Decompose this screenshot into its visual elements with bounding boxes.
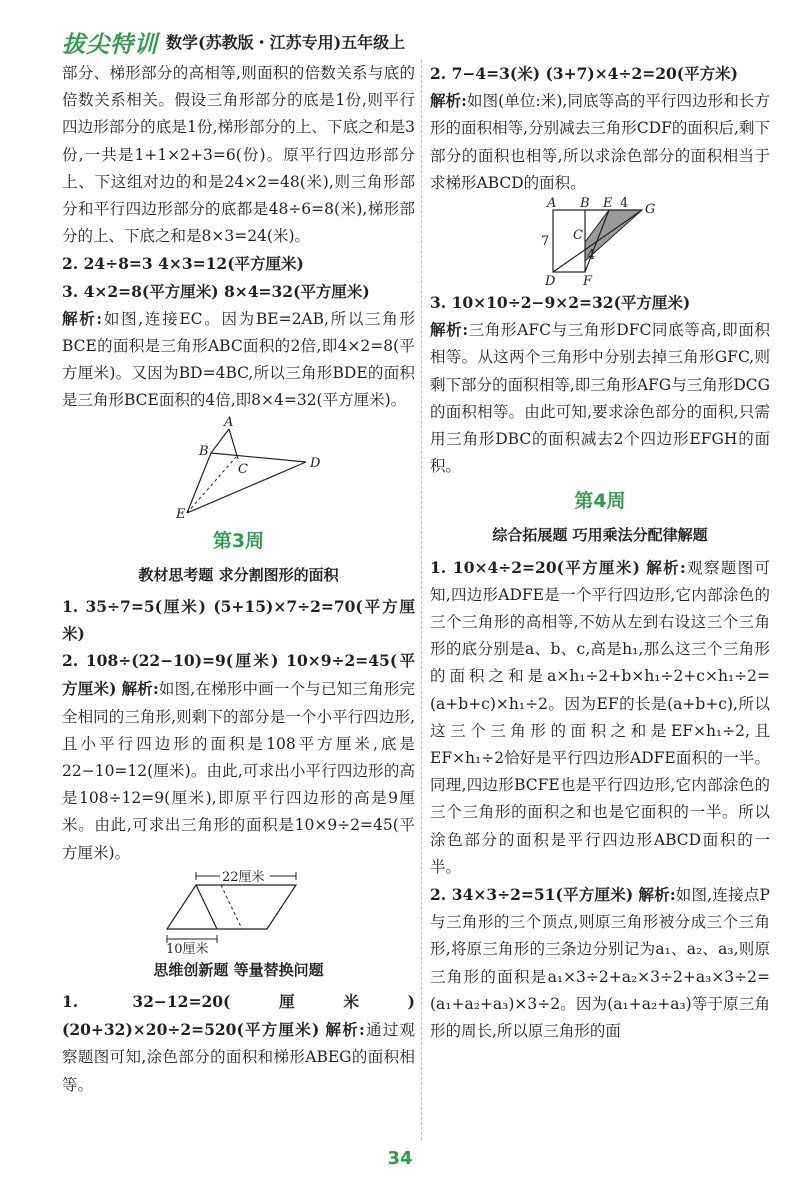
w3s2-answer-1-text: 1. 32−12=20(厘米) (20+32)×20÷2=520(平方厘米) (62, 992, 415, 1040)
label-D: D (545, 274, 556, 290)
triangle-figure (144, 415, 334, 520)
w3s2-answer-1 (62, 988, 415, 1099)
column-divider (421, 60, 422, 1140)
r-analysis-3 (430, 316, 770, 480)
paragraph-continued: 部分、梯形部分的高相等,则面积的倍数关系与底的倍数关系相关。假设三角形部分的底是1份,则平行四边形部分的底是1份,梯形部分的上、下底之和是3份,一共是1+1×2+3=6(份)。原平行四边形部分上、下这组对边的和是24×2=48(米),则三角形部分和平行四边形部分的底都是48÷6=8(米),梯形部分的上、下底之和是8×3=24(米)。 (62, 64, 415, 246)
label-B: B (580, 197, 590, 212)
label-10cm: 10厘米 (165, 941, 209, 955)
analysis-3 (62, 305, 415, 415)
answer-2: 2. 24÷8=3 4×3=12(平方厘米) (62, 254, 304, 274)
label-4-mid: 4 (587, 248, 596, 264)
section-title-3: 综合拓展题 巧用乘法分配律解题 (492, 526, 708, 545)
label-E: E (603, 197, 613, 212)
r-analysis-2 (430, 87, 770, 197)
brand-title: 拔尖特训 (62, 32, 158, 58)
label-A: A (223, 414, 233, 430)
w4-answer-2 (430, 881, 770, 1045)
r-answer-3: 3. 10×10÷2−9×2=32(平方厘米) (430, 293, 691, 313)
analysis-label: 解析: (325, 1020, 365, 1040)
week-3-title: 第3周 (212, 529, 265, 552)
answer-3: 3. 4×2=8(平方厘米) 8×4=32(平方厘米) (62, 281, 370, 301)
section-title-1: 教材思考题 求分割图形的面积 (138, 565, 339, 584)
dashed-line (221, 885, 242, 929)
w3-answer-1: 1. 35÷7=5(厘米) (5+15)×7÷2=70(平方厘米) (62, 596, 415, 644)
analysis-text: 如图,连接点P与三角形的三个顶点,则原三角形被分成三个三角形,将原三角形的三条边分别记为a₁、a₂、a₃,则原三角形的面积是a₁×3÷2+a₂×3÷2+a₃×3÷2=(a₁+a₂+a₃)×3÷2。因为(a₁+a₂+a₃)等于原三角形的周长,所以原三角形的面 (430, 886, 770, 1041)
analysis-text: 通过观察题图可知,涂色部分的面积和梯形ABEG的面积相等。 (62, 1021, 415, 1094)
rectangle-parallelogram-figure (525, 197, 675, 289)
w4-answer-1 (430, 554, 770, 881)
analysis-label: 解析: (62, 308, 103, 328)
label-B: B (198, 443, 209, 459)
outline-a-e (187, 429, 229, 513)
analysis-text: 三角形AFC与三角形DFC同底等高,即面积相等。从这两个三角形中分别去掉三角形GFC,则剩下部分的面积相等,即三角形AFG与三角形DCG的面积相等。由此可知,要求涂色部分的面积,只需用三角形DBC的面积减去2个四边形EFGH的面积。 (430, 321, 770, 476)
label-G: G (645, 202, 656, 218)
label-C: C (237, 461, 248, 477)
w3-answer-2 (62, 647, 415, 867)
label-F: F (583, 274, 593, 290)
label-7: 7 (541, 234, 550, 250)
section-title-2: 思维创新题 等量替换问题 (153, 960, 324, 979)
w4-answer-1-text: 1. 10×4÷2=20(平方厘米) (430, 557, 641, 577)
week-4-title: 第4周 (574, 490, 626, 513)
label-22cm: 22厘米 (221, 869, 265, 885)
analysis-label: 解析: (121, 679, 159, 699)
w4-answer-2-text: 2. 34×3÷2=51(平方厘米) (430, 885, 634, 905)
label-A: A (547, 197, 557, 212)
analysis-label: 解析: (430, 91, 467, 111)
w3-answer-2-text: 2. 108÷(22−10)=9(厘米) 10×9÷2=45(平方厘米) (62, 651, 415, 699)
analysis-label: 解析: (646, 557, 686, 577)
analysis-text: 如图,连接EC。因为BE=2AB,所以三角形BCE的面积是三角形ABC面积的2倍,即4×2=8(平方厘米)。又因为BD=4BC,所以三角形BDE的面积是三角形BCE面积的4倍,即8×4=32(平方厘米)。 (62, 309, 415, 410)
label-C: C (573, 228, 583, 244)
r-answer-2: 2. 7−4=3(米) (3+7)×4÷2=20(平方米) (430, 64, 738, 83)
page-number: 34 (387, 1148, 413, 1169)
analysis-text: 如图,在梯形中画一个与已知三角形完全相同的三角形,则剩下的部分是一个小平行四边形,且小平行四边形的面积是108平方厘米,底是22−10=12(厘米)。由此,可求出小平行四边形的高是108÷12=9(厘米),即原平行四边形的高是9厘米。由此,可求出三角形的面积是10×9÷2=45(平方厘米)。 (62, 680, 415, 862)
analysis-text: 观察题图可知,四边形ADFE是一个平行四边形,它内部涂色的三个三角形的高相等,不妨从左到右设这三个三角形的底分别是a、b、c,高是h₁,那么这三个三角形的面积之和是a×h₁÷2+b×h₁÷2+c×h₁÷2=(a+b+c)×h₁÷2。因为EF的长是(a+b+c),所以这三个三角形的面积之和是EF×h₁÷2,且EF×h₁÷2恰好是平行四边形ADFE面积的一半。同理,四边形BCFE也是平行四边形,它内部涂色的三个三角形的面积之和也是它面积的一半。所以涂色部分的面积是平行四边形ABCD面积的一半。 (430, 558, 770, 876)
left-column (62, 60, 415, 1099)
analysis-text: 如图(单位:米),同底等高的平行四边形和长方形的面积相等,分别减去三角形CDF的面积后,剩下部分的面积也相等,所以求涂色部分的面积相当于求梯形ABCD的面积。 (430, 92, 770, 192)
dashed-e-c (187, 457, 236, 513)
right-column (430, 60, 770, 1045)
label-E: E (175, 506, 185, 520)
label-4-top: 4 (620, 197, 629, 212)
analysis-label: 解析: (638, 885, 676, 905)
parallelogram-figure (164, 867, 314, 955)
book-subtitle: 数学(苏教版・江苏专用)五年级上 (166, 33, 406, 52)
line-b-d (211, 453, 306, 462)
label-D: D (309, 455, 320, 471)
analysis-label: 解析: (430, 320, 469, 340)
triangle-side-1 (196, 885, 217, 929)
